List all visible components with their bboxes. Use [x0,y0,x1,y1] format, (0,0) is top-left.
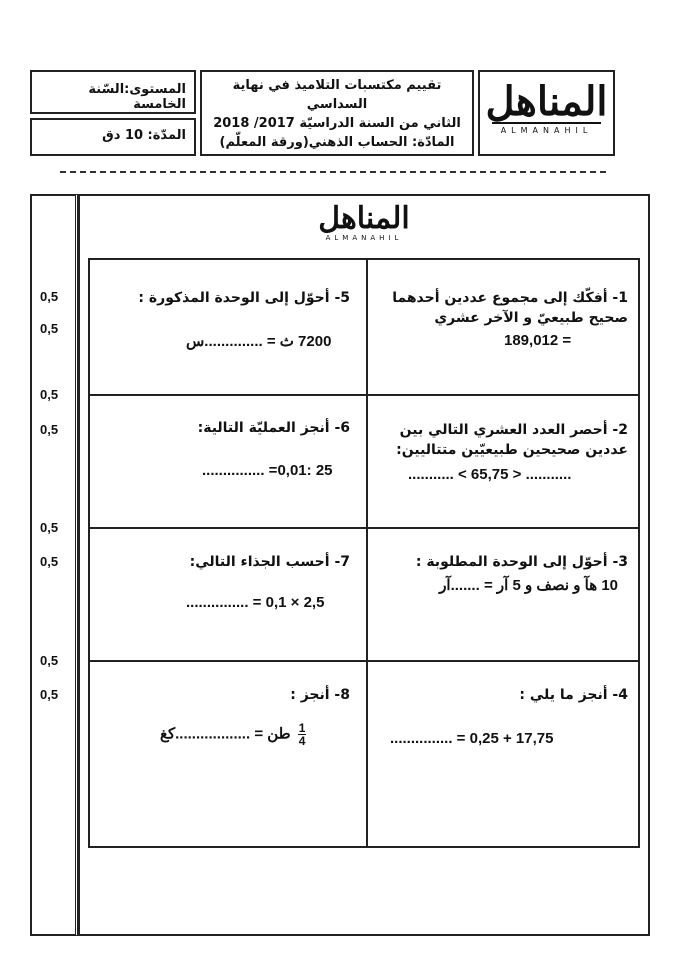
duration-label: المدّة: 10 دق [102,128,186,143]
questions-grid [88,258,640,848]
question-2-text: 2- أحصر العدد العشري التالي بين عددين صحيحين طبيعيّين متتاليين: [396,422,628,458]
question-7-text: 7- أحسب الجذاء التالي: [189,554,350,570]
grid-divider-2 [90,527,638,529]
panel-logo [80,202,648,242]
level-box [30,70,196,114]
question-1-answer: 189,012 = [504,332,572,349]
duration-box [30,118,196,156]
question-6-text: 6- أنجز العمليّة التالية: [197,420,350,436]
grade-6: 0,5 [40,554,59,569]
grade-5: 0,5 [40,520,59,535]
question-3-answer: 10 هآ و نصف و 5 آر = .......آر [439,577,618,594]
grade-1: 0,5 [40,289,59,304]
separator-line [60,171,606,173]
grading-column [30,194,78,936]
fraction: $\frac{1}{4}$ [298,721,306,748]
title-line-2: الثاني من السنة الدراسيّة 2017/ 2018 [213,116,461,131]
question-4-text: 4- أنجز ما يلي : [519,687,628,703]
grade-7: 0,5 [40,653,59,668]
question-6-answer: 25 :0,01= ............... [202,462,333,479]
grid-divider-1 [90,394,638,396]
question-5-answer: 7200 ث = ..............س [186,333,332,350]
question-1-text: 1- أفكّك إلى مجموع عددين أحدهما صحيح طبيعيّ و الآخر عشري [392,290,628,326]
grade-3: 0,5 [40,387,59,402]
grid-divider-3 [90,660,638,662]
grade-8: 0,5 [40,687,59,702]
question-4-answer: 17,75 + 0,25 = ............... [390,730,554,747]
grade-2: 0,5 [40,321,59,336]
panel-logo-text: المناهل [318,201,410,236]
logo-box [478,70,615,156]
panel-logo-subtitle: ALMANAHIL [325,234,403,242]
exam-title-box [200,70,474,156]
title-line-1: تقييم مكتسبات التلاميذ في نهاية السداسي [232,78,442,112]
question-8-text: 8- أنجز : [290,687,350,703]
question-8-answer: $\frac{1}{4}$ طن = ..................كغ [160,721,306,748]
question-5-text: 5- أحوّل إلى الوحدة المذكورة : [138,290,350,306]
question-2-answer: ........... < 65,75 > ........... [408,466,572,483]
level-label: المستوى:السّنة الخامسة [88,82,186,112]
title-line-3: المادّة: الحساب الذهني(ورقة المعلّم) [219,135,455,150]
question-3-text: 3- أحوّل إلى الوحدة المطلوبة : [415,554,628,570]
logo-underline [492,122,601,124]
logo-subtitle: ALMANAHIL [500,126,593,135]
question-7-answer: 2,5 × 0,1 = ............... [186,594,325,611]
grade-4: 0,5 [40,422,59,437]
logo: المناهل [485,78,608,125]
